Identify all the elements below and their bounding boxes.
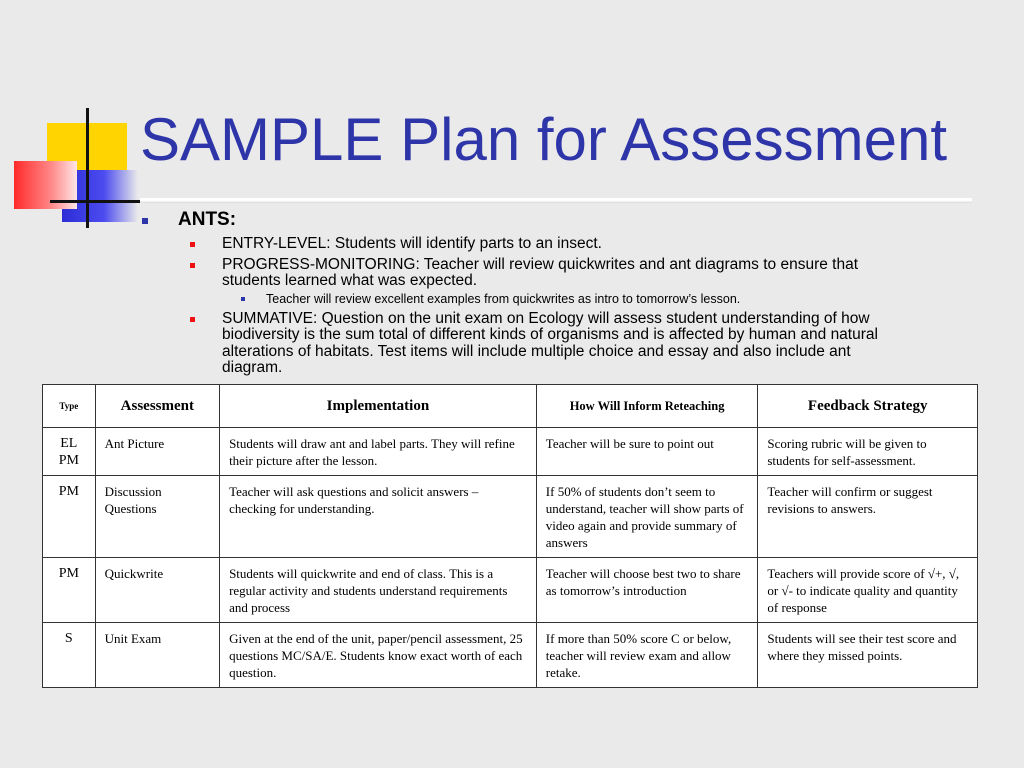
- cell-inform: Teacher will choose best two to share as tomorrow’s introduction: [536, 558, 758, 623]
- table-header-row: [43, 385, 978, 428]
- red-square-bullet-icon: [190, 317, 195, 322]
- header-feedback-strategy: Feedback Strategy: [758, 385, 978, 428]
- cell-feedback: Scoring rubric will be given to students for self-assessment.: [758, 428, 978, 476]
- cell-type: [43, 428, 96, 476]
- cell-feedback: Teachers will provide score of √+, √, or √- to indicate quality and quantity of response: [758, 558, 978, 623]
- bullet-marker-icon: [142, 218, 148, 224]
- cell-type: S: [43, 623, 96, 688]
- sub-sub-bullet-item: [140, 292, 910, 307]
- header-implementation: Implementation: [220, 385, 537, 428]
- sub-sub-bullet-text: Teacher will review excellent examples from quickwrites as intro to tomorrow’s lesson.: [266, 291, 741, 306]
- table-row: [43, 623, 978, 688]
- header-inform-reteaching: How Will Inform Reteaching: [536, 385, 758, 428]
- sub-bullet-text: PROGRESS-MONITORING: Teacher will review quickwrites and ant diagrams to ensure that students learned what was expected.: [222, 255, 859, 289]
- cell-feedback: Students will see their test score and where they missed points.: [758, 623, 978, 688]
- cell-assessment: Ant Picture: [95, 428, 219, 476]
- cell-inform: If more than 50% score C or below, teacher will review exam and allow retake.: [536, 623, 758, 688]
- slide-title: SAMPLE Plan for Assessment: [140, 106, 948, 173]
- cell-assessment: Unit Exam: [95, 623, 219, 688]
- table-row: [43, 428, 978, 476]
- logo-horizontal-line: [50, 200, 145, 203]
- title-divider: [140, 198, 972, 203]
- sub-sub-bullet-list: [222, 292, 910, 307]
- type-code: EL: [60, 436, 78, 451]
- logo-vertical-line: [86, 108, 89, 228]
- cell-type: PM: [43, 476, 96, 558]
- cell-assessment: Discussion Questions: [95, 476, 219, 558]
- header-type: Type: [43, 385, 96, 428]
- assessment-plan-table: [42, 384, 978, 688]
- sub-bullet-text: ENTRY-LEVEL: Students will identify parts to an insect.: [222, 235, 602, 252]
- bullet-ants: [140, 208, 910, 232]
- header-assessment: Assessment: [95, 385, 219, 428]
- cell-implementation: Students will quickwrite and end of class. This is a regular activity and students understand requirements and process: [220, 558, 537, 623]
- type-code: PM: [58, 453, 79, 468]
- sub-bullet-progress-monitoring: [140, 257, 910, 307]
- red-square-bullet-icon: [190, 242, 195, 247]
- blue-square-bullet-icon: [241, 297, 245, 301]
- cell-type: PM: [43, 558, 96, 623]
- cell-inform: If 50% of students don’t seem to understand, teacher will show parts of video again and provide summary of answers: [536, 476, 758, 558]
- cell-assessment: Quickwrite: [95, 558, 219, 623]
- cell-implementation: Students will draw ant and label parts. They will refine their picture after the lesson.: [220, 428, 537, 476]
- cell-inform: Teacher will be sure to point out: [536, 428, 758, 476]
- bullet-list: [140, 208, 910, 381]
- cell-implementation: Given at the end of the unit, paper/pencil assessment, 25 questions MC/SA/E. Students know exact worth of each question.: [220, 623, 537, 688]
- bullet-ants-label: ANTS:: [178, 209, 237, 230]
- cell-feedback: Teacher will confirm or suggest revisions to answers.: [758, 476, 978, 558]
- sub-bullet-summative: [140, 311, 910, 377]
- sub-bullet-list: [140, 236, 910, 377]
- table-row: [43, 558, 978, 623]
- red-square-bullet-icon: [190, 263, 195, 268]
- sub-bullet-text: SUMMATIVE: Question on the unit exam on Ecology will assess student understanding of how biodiversity is the sum total of different kinds of organisms and is affected by human and natural alterations of habitats. Test items will include multiple choice and essay and also include ant diagram.: [222, 309, 878, 376]
- cell-implementation: Teacher will ask questions and solicit answers – checking for understanding.: [220, 476, 537, 558]
- sub-bullet-entry-level: [140, 236, 910, 253]
- table-row: [43, 476, 978, 558]
